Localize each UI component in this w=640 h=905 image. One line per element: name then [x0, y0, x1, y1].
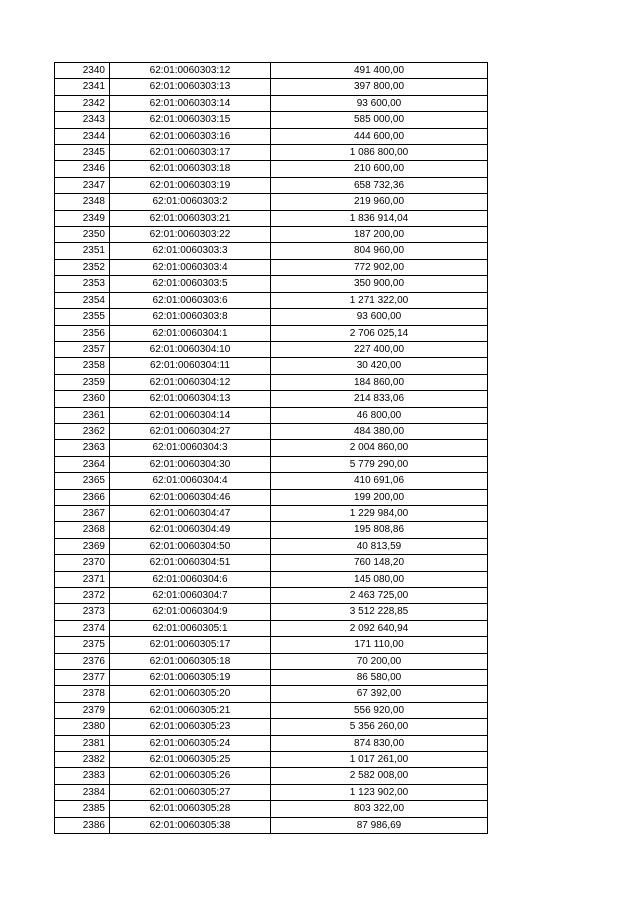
row-number-cell: 2360: [55, 391, 110, 407]
cadastral-number-cell: 62:01:0060303:12: [110, 63, 271, 79]
table-row: [55, 817, 488, 833]
table-row: [55, 79, 488, 95]
value-cell: 227 400,00: [271, 341, 488, 357]
value-cell: 93 600,00: [271, 95, 488, 111]
table-row: [55, 538, 488, 554]
cadastral-number-cell: 62:01:0060303:22: [110, 227, 271, 243]
cadastral-number-cell: 62:01:0060303:13: [110, 79, 271, 95]
value-cell: 70 200,00: [271, 653, 488, 669]
cadastral-number-cell: 62:01:0060303:4: [110, 259, 271, 275]
value-cell: 556 920,00: [271, 702, 488, 718]
cadastral-number-cell: 62:01:0060304:9: [110, 604, 271, 620]
value-cell: 803 322,00: [271, 801, 488, 817]
value-cell: 219 960,00: [271, 194, 488, 210]
value-cell: 30 420,00: [271, 358, 488, 374]
value-cell: 397 800,00: [271, 79, 488, 95]
table-row: [55, 210, 488, 226]
value-cell: 5 779 290,00: [271, 456, 488, 472]
table-row: [55, 768, 488, 784]
row-number-cell: 2348: [55, 194, 110, 210]
table-row: [55, 473, 488, 489]
table-row: [55, 522, 488, 538]
table-row: [55, 161, 488, 177]
table-row: [55, 423, 488, 439]
row-number-cell: 2377: [55, 670, 110, 686]
value-cell: 67 392,00: [271, 686, 488, 702]
value-cell: 199 200,00: [271, 489, 488, 505]
table-row: [55, 719, 488, 735]
row-number-cell: 2382: [55, 752, 110, 768]
row-number-cell: 2362: [55, 423, 110, 439]
cadastral-number-cell: 62:01:0060304:49: [110, 522, 271, 538]
cadastral-number-cell: 62:01:0060305:28: [110, 801, 271, 817]
cadastral-number-cell: 62:01:0060303:17: [110, 145, 271, 161]
row-number-cell: 2351: [55, 243, 110, 259]
table-row: [55, 505, 488, 521]
cadastral-number-cell: 62:01:0060303:8: [110, 309, 271, 325]
cadastral-number-cell: 62:01:0060303:3: [110, 243, 271, 259]
cadastral-number-cell: 62:01:0060305:23: [110, 719, 271, 735]
table-row: [55, 341, 488, 357]
row-number-cell: 2372: [55, 588, 110, 604]
row-number-cell: 2350: [55, 227, 110, 243]
cadastral-value-table: [54, 62, 488, 834]
table-row: [55, 292, 488, 308]
cadastral-number-cell: 62:01:0060304:6: [110, 571, 271, 587]
value-cell: 410 691,06: [271, 473, 488, 489]
cadastral-number-cell: 62:01:0060303:2: [110, 194, 271, 210]
table-row: [55, 391, 488, 407]
cadastral-number-cell: 62:01:0060305:21: [110, 702, 271, 718]
cadastral-number-cell: 62:01:0060304:14: [110, 407, 271, 423]
value-cell: 2 706 025,14: [271, 325, 488, 341]
row-number-cell: 2371: [55, 571, 110, 587]
row-number-cell: 2381: [55, 735, 110, 751]
value-cell: 444 600,00: [271, 128, 488, 144]
cadastral-number-cell: 62:01:0060303:18: [110, 161, 271, 177]
row-number-cell: 2369: [55, 538, 110, 554]
cadastral-number-cell: 62:01:0060305:27: [110, 784, 271, 800]
row-number-cell: 2375: [55, 637, 110, 653]
value-cell: 2 004 860,00: [271, 440, 488, 456]
row-number-cell: 2358: [55, 358, 110, 374]
table-row: [55, 309, 488, 325]
value-cell: 772 902,00: [271, 259, 488, 275]
table-row: [55, 637, 488, 653]
row-number-cell: 2364: [55, 456, 110, 472]
cadastral-number-cell: 62:01:0060304:27: [110, 423, 271, 439]
cadastral-number-cell: 62:01:0060304:1: [110, 325, 271, 341]
cadastral-number-cell: 62:01:0060303:21: [110, 210, 271, 226]
row-number-cell: 2343: [55, 112, 110, 128]
value-cell: 760 148,20: [271, 555, 488, 571]
cadastral-number-cell: 62:01:0060303:16: [110, 128, 271, 144]
value-cell: 1 229 984,00: [271, 505, 488, 521]
row-number-cell: 2365: [55, 473, 110, 489]
cadastral-number-cell: 62:01:0060305:17: [110, 637, 271, 653]
row-number-cell: 2367: [55, 505, 110, 521]
table-row: [55, 604, 488, 620]
value-cell: 1 836 914,04: [271, 210, 488, 226]
table-row: [55, 686, 488, 702]
table-row: [55, 145, 488, 161]
row-number-cell: 2355: [55, 309, 110, 325]
table-body: [55, 63, 488, 834]
value-cell: 195 808,86: [271, 522, 488, 538]
value-cell: 2 463 725,00: [271, 588, 488, 604]
cadastral-number-cell: 62:01:0060304:7: [110, 588, 271, 604]
value-cell: 171 110,00: [271, 637, 488, 653]
cadastral-number-cell: 62:01:0060304:50: [110, 538, 271, 554]
table-row: [55, 784, 488, 800]
table-row: [55, 456, 488, 472]
cadastral-number-cell: 62:01:0060305:25: [110, 752, 271, 768]
value-cell: 585 000,00: [271, 112, 488, 128]
value-cell: 86 580,00: [271, 670, 488, 686]
table-row: [55, 259, 488, 275]
value-cell: 2 582 008,00: [271, 768, 488, 784]
table-row: [55, 620, 488, 636]
cadastral-number-cell: 62:01:0060304:4: [110, 473, 271, 489]
table-row: [55, 177, 488, 193]
value-cell: 214 833,06: [271, 391, 488, 407]
value-cell: 40 813,59: [271, 538, 488, 554]
table-row: [55, 735, 488, 751]
cadastral-number-cell: 62:01:0060304:11: [110, 358, 271, 374]
table-row: [55, 555, 488, 571]
row-number-cell: 2352: [55, 259, 110, 275]
value-cell: 1 123 902,00: [271, 784, 488, 800]
table-row: [55, 374, 488, 390]
row-number-cell: 2349: [55, 210, 110, 226]
table-row: [55, 752, 488, 768]
table-row: [55, 325, 488, 341]
table-row: [55, 95, 488, 111]
cadastral-number-cell: 62:01:0060303:19: [110, 177, 271, 193]
row-number-cell: 2380: [55, 719, 110, 735]
table-row: [55, 670, 488, 686]
value-cell: 3 512 228,85: [271, 604, 488, 620]
value-cell: 2 092 640,94: [271, 620, 488, 636]
cadastral-number-cell: 62:01:0060305:1: [110, 620, 271, 636]
cadastral-number-cell: 62:01:0060305:24: [110, 735, 271, 751]
table-row: [55, 358, 488, 374]
row-number-cell: 2347: [55, 177, 110, 193]
row-number-cell: 2379: [55, 702, 110, 718]
cadastral-number-cell: 62:01:0060304:12: [110, 374, 271, 390]
row-number-cell: 2376: [55, 653, 110, 669]
cadastral-number-cell: 62:01:0060304:46: [110, 489, 271, 505]
cadastral-number-cell: 62:01:0060303:15: [110, 112, 271, 128]
value-cell: 1 017 261,00: [271, 752, 488, 768]
row-number-cell: 2368: [55, 522, 110, 538]
row-number-cell: 2385: [55, 801, 110, 817]
table-row: [55, 112, 488, 128]
table-row: [55, 702, 488, 718]
row-number-cell: 2370: [55, 555, 110, 571]
row-number-cell: 2340: [55, 63, 110, 79]
row-number-cell: 2357: [55, 341, 110, 357]
value-cell: 804 960,00: [271, 243, 488, 259]
table-row: [55, 128, 488, 144]
cadastral-number-cell: 62:01:0060305:19: [110, 670, 271, 686]
row-number-cell: 2373: [55, 604, 110, 620]
row-number-cell: 2353: [55, 276, 110, 292]
value-cell: 210 600,00: [271, 161, 488, 177]
table-row: [55, 194, 488, 210]
value-cell: 491 400,00: [271, 63, 488, 79]
table-row: [55, 276, 488, 292]
value-cell: 1 271 322,00: [271, 292, 488, 308]
value-cell: 87 986,69: [271, 817, 488, 833]
value-cell: 145 080,00: [271, 571, 488, 587]
row-number-cell: 2378: [55, 686, 110, 702]
cadastral-number-cell: 62:01:0060304:47: [110, 505, 271, 521]
row-number-cell: 2384: [55, 784, 110, 800]
cadastral-number-cell: 62:01:0060304:13: [110, 391, 271, 407]
row-number-cell: 2359: [55, 374, 110, 390]
table-row: [55, 801, 488, 817]
value-cell: 93 600,00: [271, 309, 488, 325]
table-row: [55, 227, 488, 243]
table-row: [55, 653, 488, 669]
row-number-cell: 2366: [55, 489, 110, 505]
cadastral-number-cell: 62:01:0060305:26: [110, 768, 271, 784]
row-number-cell: 2345: [55, 145, 110, 161]
row-number-cell: 2341: [55, 79, 110, 95]
row-number-cell: 2363: [55, 440, 110, 456]
row-number-cell: 2356: [55, 325, 110, 341]
cadastral-number-cell: 62:01:0060304:10: [110, 341, 271, 357]
cadastral-number-cell: 62:01:0060303:14: [110, 95, 271, 111]
cadastral-number-cell: 62:01:0060305:38: [110, 817, 271, 833]
row-number-cell: 2346: [55, 161, 110, 177]
row-number-cell: 2354: [55, 292, 110, 308]
table-row: [55, 571, 488, 587]
value-cell: 874 830,00: [271, 735, 488, 751]
table-row: [55, 407, 488, 423]
cadastral-number-cell: 62:01:0060303:6: [110, 292, 271, 308]
value-cell: 184 860,00: [271, 374, 488, 390]
cadastral-number-cell: 62:01:0060303:5: [110, 276, 271, 292]
cadastral-number-cell: 62:01:0060304:51: [110, 555, 271, 571]
row-number-cell: 2342: [55, 95, 110, 111]
row-number-cell: 2383: [55, 768, 110, 784]
table-row: [55, 243, 488, 259]
cadastral-number-cell: 62:01:0060305:18: [110, 653, 271, 669]
value-cell: 187 200,00: [271, 227, 488, 243]
value-cell: 484 380,00: [271, 423, 488, 439]
row-number-cell: 2374: [55, 620, 110, 636]
cadastral-number-cell: 62:01:0060304:3: [110, 440, 271, 456]
value-cell: 46 800,00: [271, 407, 488, 423]
row-number-cell: 2386: [55, 817, 110, 833]
table-row: [55, 588, 488, 604]
value-cell: 5 356 260,00: [271, 719, 488, 735]
table-row: [55, 489, 488, 505]
table-row: [55, 440, 488, 456]
table-row: [55, 63, 488, 79]
value-cell: 658 732,36: [271, 177, 488, 193]
row-number-cell: 2361: [55, 407, 110, 423]
cadastral-number-cell: 62:01:0060304:30: [110, 456, 271, 472]
value-cell: 350 900,00: [271, 276, 488, 292]
row-number-cell: 2344: [55, 128, 110, 144]
value-cell: 1 086 800,00: [271, 145, 488, 161]
cadastral-number-cell: 62:01:0060305:20: [110, 686, 271, 702]
